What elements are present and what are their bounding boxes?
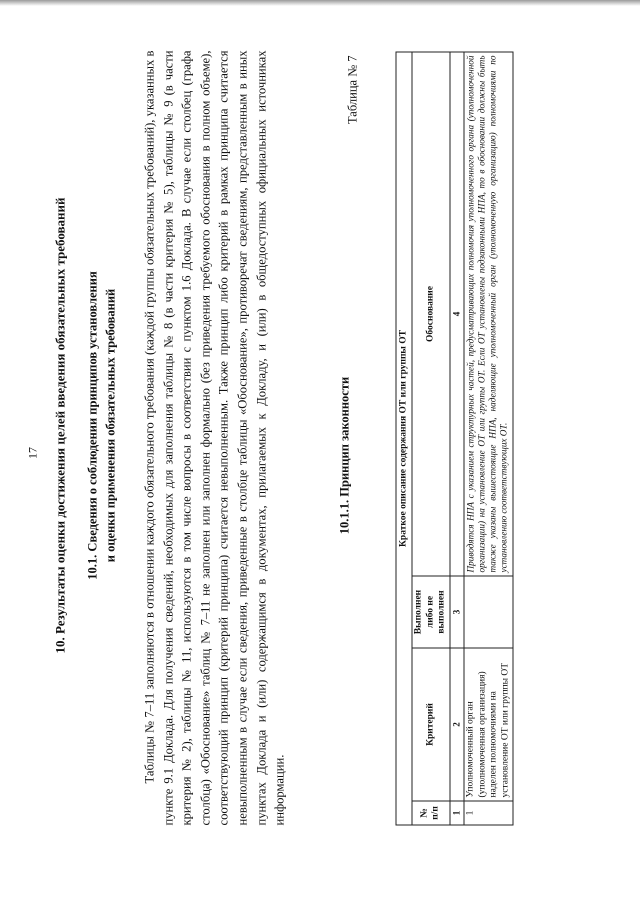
subsection-title-line-2: и оценки применения обязательных требований [103,288,117,562]
row-number: 1 [464,801,513,825]
col-number-1: 1 [449,801,464,825]
table-header-row [412,52,450,825]
subsection-title-line-1: 10.1. Сведения о соблюдении принципов установления [85,270,99,580]
row-criterion: Уполномоченный орган (уполномоченная организация) наделен полномочиями на установление ОТ или группы ОТ [464,648,513,801]
row-justification: Приводятся НПА с указанием структурных частей, предусматривающих полномочия уполномоченного органа (уполномоченной организации) на установление ОТ или группы ОТ. Если ОТ установлены подзаконными НПА, то в обосновании должны быть также указаны вышестоящие НПА, наделяющие уполномоченный орган (уполномоченную организацию) полномочиями по установлению соответствующих ОТ. [464,52,513,576]
header-criterion: Критерий [412,648,450,801]
principle-heading: 10.1.1. Принцип законности [337,376,351,534]
table-row [464,52,513,825]
row-status [464,576,513,648]
table-caption: Таблица № 7 [345,55,359,124]
page-number: 17 [25,446,39,459]
body-paragraph: Таблицы № 7–11 заполняются в отношении каждого обязательного требования (каждой группы обязательных требований), указанных в пункте 9.1 Доклада. Для получения сведений, необходимых для заполнения таблицы № 8 (в части критерия № 5), таблицы № 9 (в части критерия № 2), таблицы № 11, используются в том числе вопросы в соответствии с пунктом 1.6 Доклада. В случае если столбец (графа столбца) «Обоснование» таблиц № 7–11 не заполнен или заполнен формально (без приведения требуемого обоснования в полном объеме), соответствующий принцип (критерий принципа) считается невыполненным. Также принцип либо критерий в рамках принципа считается невыполненным в случае если сведения, приведенные в столбце таблицы «Обоснование», противоречат сведениям, представленным в иных пунктах Доклада и (или) содержащимся в документах, прилагаемых к Докладу, и (или) в общедоступных официальных источниках информации. [142,50,287,825]
table-description-header: Краткое описание содержания ОТ или группы ОТ [396,52,412,825]
section-title: 10. Результаты оценки достижения целей введения обязательных требований [52,197,67,653]
column-number-row [449,52,464,825]
col-number-2: 2 [449,648,464,801]
col-number-3: 3 [449,576,464,648]
header-number: № п/п [412,801,450,825]
table-caption-row [396,52,412,825]
header-status: Выполнен либо не выполнен [412,576,450,648]
subsection-title [83,145,119,705]
col-number-4: 4 [449,52,464,576]
header-justification: Обоснование [412,52,450,576]
criteria-table [395,51,513,825]
